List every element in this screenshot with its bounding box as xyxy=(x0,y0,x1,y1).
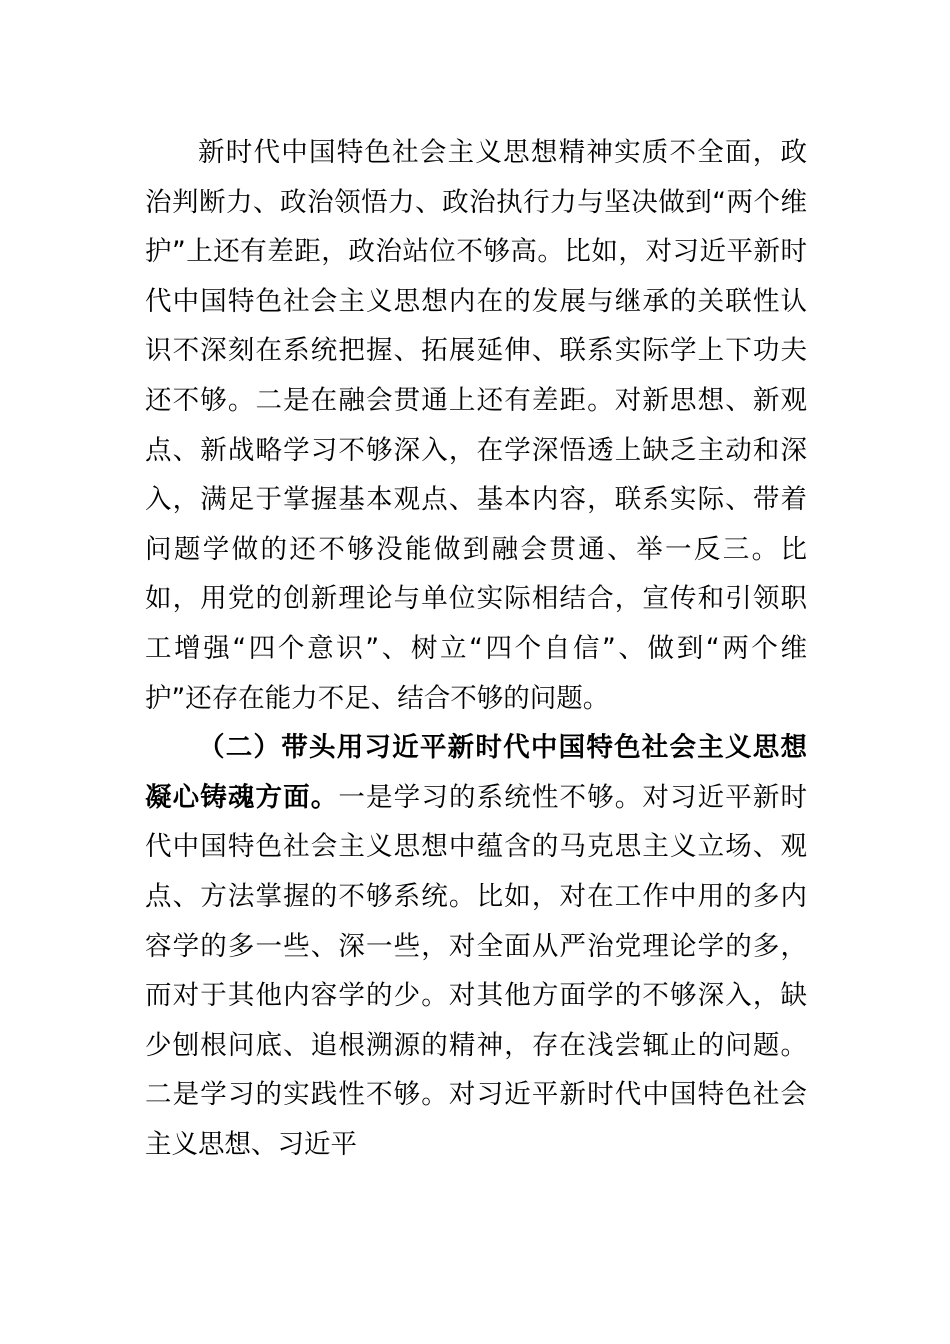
paragraph-2-text: 一是学习的系统性不够。对习近平新时代中国特色社会主义思想中蕴含的马克思主义立场、观点、方法掌握的不够系统。比如，对在工作中用的多内容学的多一些、深一些，对全面从严治党理论学的多，而对于其他内容学的少。对其他方面学的不够深入，缺少刨根问底、追根溯源的精神，存在浅尝辄止的问题。二是学习的实践性不够。对习近平新时代中国特色社会主义思想、习近平 xyxy=(145,781,808,1160)
paragraph-1-first-line: 新时代中国特色社会主义思想精神实质不全面，政治 xyxy=(145,137,807,218)
paragraph-1-text: 判断力、政治领悟力、政治执行力与坚决做到“两个维护”上还有差距，政治站位不够高。比如，对习近平新时代中国特色社会主义思想内在的发展与继承的关联性认识不深刻在系统把握、拓展延伸、联系实际学上下功夫还不够。二是在融会贯通上还有差距。对新思想、新观点、新战略学习不够深入，在学深悟透上缺乏主动和深入，满足于掌握基本观点、基本内容，联系实际、带着问题学做的还不够没能做到融会贯通、举一反三。比如，用党的创新理论与单位实际相结合，宣传和引领职工增强“四个意识”、树立“四个自信”、做到“两个维护”还存在能力不足、结合不够的问题。 xyxy=(145,186,807,714)
paragraph-1 xyxy=(145,128,807,723)
paragraph-2 xyxy=(145,723,807,1169)
section-heading: （二）带头用习近平新时代中国特色社会主义思想凝心铸魂方面。 xyxy=(145,732,807,813)
document-body xyxy=(145,128,807,1169)
